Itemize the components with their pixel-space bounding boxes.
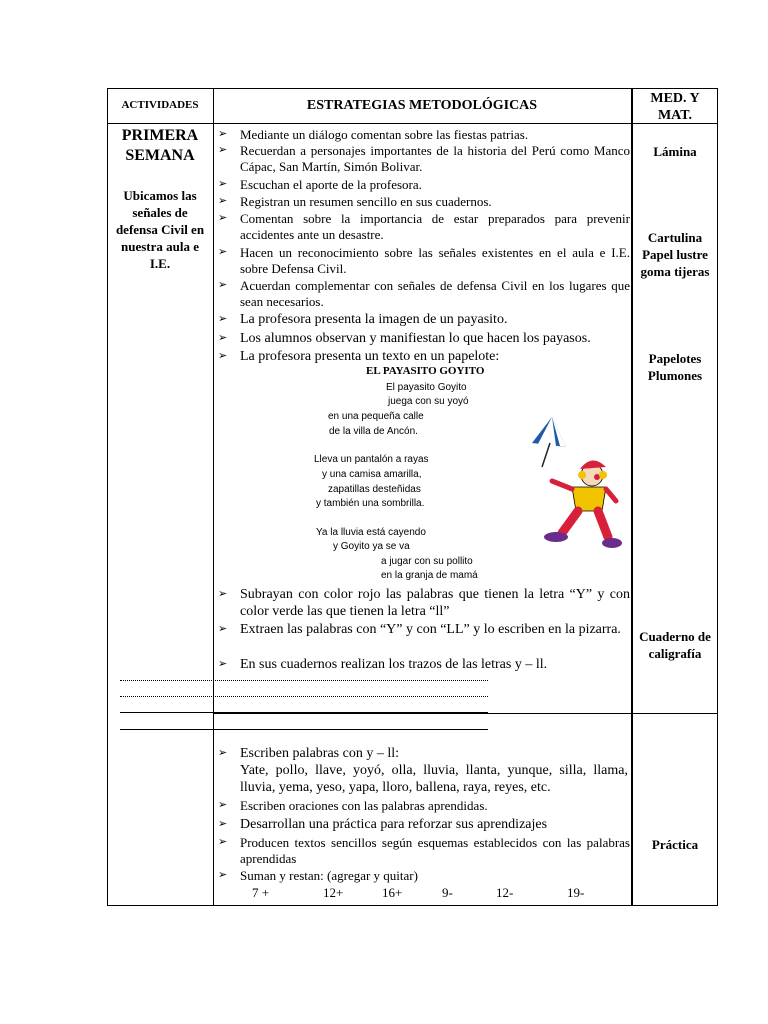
word-list: Yate, pollo, llave, yoyó, olla, lluvia, llanta, yunque, silla, llama, lluvia, yema, yeso, yapa, lloro, ballena, raya, reyes, etc. <box>240 763 628 795</box>
bullet-arrow-icon: ➢ <box>218 332 228 344</box>
math-number: 19- <box>567 885 585 900</box>
bullet-arrow-icon: ➢ <box>218 350 228 362</box>
math-number: 7 + <box>252 885 270 900</box>
bullet-arrow-icon: ➢ <box>218 195 228 207</box>
material-cartulina: Cartulina Papel lustre goma tijeras <box>640 230 710 279</box>
bullet-arrow-icon: ➢ <box>218 869 228 881</box>
list-item: ➢ En sus cuadernos realizan los trazos de las letras y – ll. <box>218 657 548 672</box>
material-lamina: Lámina <box>653 144 697 159</box>
list-item: ➢ La profesora presenta un texto en un papelote: <box>218 349 500 364</box>
poem-line: zapatillas desteñidas <box>328 484 421 495</box>
math-number: 12- <box>496 885 514 900</box>
list-item: ➢ Subrayan con color rojo las palabras que tienen la letra “Y” y con color verde las que tienen la letra “ll” <box>218 587 630 619</box>
material-practica: Práctica <box>651 837 699 852</box>
bullet-arrow-icon: ➢ <box>218 799 228 811</box>
poem-line: en la granja de mamá <box>381 570 478 581</box>
writing-line <box>120 712 488 713</box>
list-item: ➢ Producen textos sencillos según esquemas establecidos con las palabras aprendidas <box>218 835 630 866</box>
list-item: ➢ Suman y restan: (agregar y quitar) <box>218 868 418 883</box>
bullet-arrow-icon: ➢ <box>218 246 228 258</box>
list-item: ➢ Escriben oraciones con las palabras aprendidas. <box>218 798 488 813</box>
poem-line: en una pequeña calle <box>328 411 424 422</box>
list-item: ➢ Extraen las palabras con “Y” y con “LL” y lo escriben en la pizarra. <box>218 622 621 637</box>
writing-line <box>120 696 488 697</box>
poem-line: de la villa de Ancón. <box>329 426 418 437</box>
math-number: 16+ <box>382 885 403 900</box>
list-item: ➢ La profesora presenta la imagen de un payasito. <box>218 312 508 327</box>
header-materials: MED. Y MAT. <box>650 91 700 123</box>
bullet-arrow-icon: ➢ <box>218 144 228 156</box>
list-item: ➢ Recuerdan a personajes importantes de la historia del Perú como Manco Cápac, San Martín, Simón Bolivar. <box>218 143 630 174</box>
poem-line: El payasito Goyito <box>386 382 467 393</box>
material-papelotes: Papelotes Plumones <box>647 351 703 383</box>
poem-line: Lleva un pantalón a rayas <box>314 454 429 465</box>
clown-illustration <box>522 415 622 550</box>
list-item: ➢ Los alumnos observan y manifiestan lo que hacen los payasos. <box>218 331 591 346</box>
bullet-arrow-icon: ➢ <box>218 818 228 830</box>
bullet-arrow-icon: ➢ <box>218 836 228 848</box>
bullet-arrow-icon: ➢ <box>218 128 228 140</box>
bullet-arrow-icon: ➢ <box>218 747 228 759</box>
bullet-arrow-icon: ➢ <box>218 588 228 600</box>
writing-line <box>120 729 488 730</box>
section-divider <box>213 713 718 714</box>
poem-line: a jugar con su pollito <box>381 556 473 567</box>
list-item: ➢ Mediante un diálogo comentan sobre las fiestas patrias. <box>218 127 529 142</box>
math-number: 12+ <box>323 885 344 900</box>
poem-line: juega con su yoyó <box>388 396 469 407</box>
poem-line: y una camisa amarilla, <box>322 469 422 480</box>
bullet-arrow-icon: ➢ <box>218 658 228 670</box>
math-number: 9- <box>442 885 453 900</box>
list-item: ➢ Registran un resumen sencillo en sus cuadernos. <box>218 194 492 209</box>
poem-line: y también una sombrilla. <box>316 498 425 509</box>
header-strategies: ESTRATEGIAS METODOLÓGICAS <box>306 98 538 113</box>
bullet-arrow-icon: ➢ <box>218 623 228 635</box>
list-item: ➢ Escuchan el aporte de la profesora. <box>218 177 422 192</box>
bullet-arrow-icon: ➢ <box>218 279 228 291</box>
list-item: ➢ Hacen un reconocimiento sobre las señales existentes en el aula e I.E. sobre Defensa Civil. <box>218 245 630 276</box>
list-item: ➢ Acuerdan complementar con señales de defensa Civil en los lugares que sean necesarios. <box>218 278 630 309</box>
list-item: ➢ Comentan sobre la importancia de estar preparados para prevenir accidentes ante un desastre. <box>218 211 630 242</box>
umbrella-icon <box>532 417 566 467</box>
poem-line: Ya la lluvia está cayendo <box>316 527 426 538</box>
poem-line: y Goyito ya se va <box>333 541 410 552</box>
week-label: PRIMERA SEMANA <box>121 127 199 164</box>
poem-title: EL PAYASITO GOYITO <box>366 365 485 377</box>
bullet-arrow-icon: ➢ <box>218 212 228 224</box>
writing-line <box>120 680 488 681</box>
list-item: ➢ Desarrollan una práctica para reforzar sus aprendizajes <box>218 817 548 832</box>
list-item: ➢ Escriben palabras con y – ll: <box>218 746 400 761</box>
material-cuaderno: Cuaderno de caligrafía <box>639 629 711 661</box>
bullet-arrow-icon: ➢ <box>218 178 228 190</box>
header-activities: ACTIVIDADES <box>121 99 199 111</box>
topic-label: Ubicamos las señales de defensa Civil en nuestra aula e I.E. <box>115 188 205 271</box>
bullet-arrow-icon: ➢ <box>218 313 228 325</box>
header-divider <box>107 123 718 124</box>
